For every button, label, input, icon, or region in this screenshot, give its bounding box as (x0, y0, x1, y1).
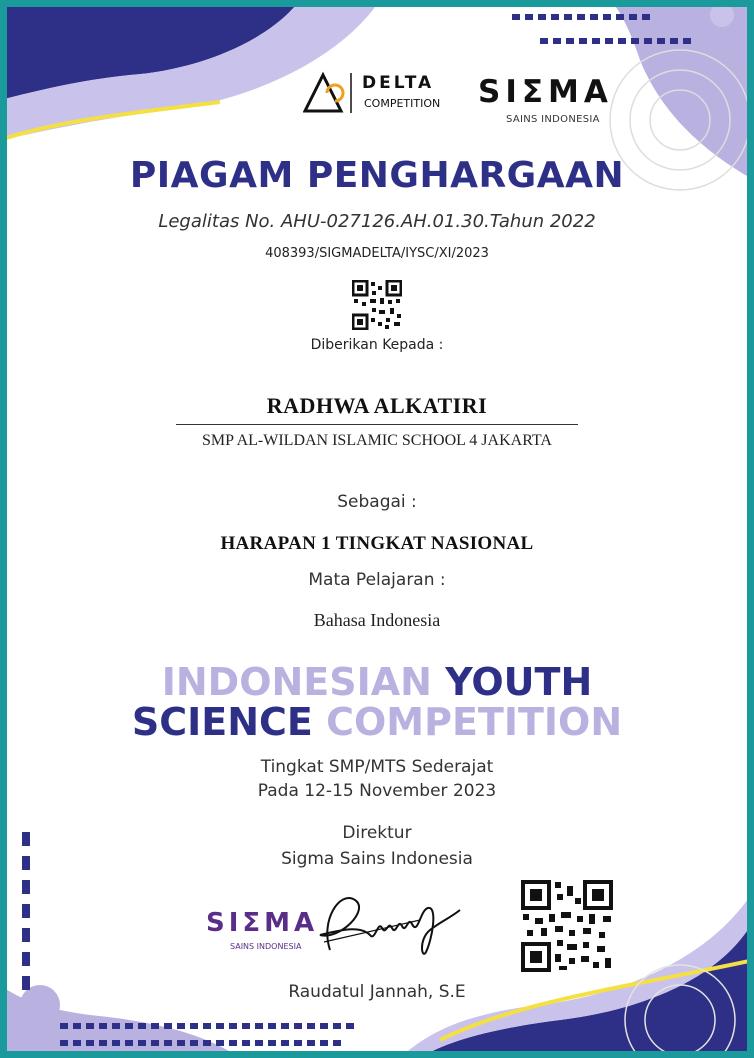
delta-logo-subtitle: COMPETITION (364, 97, 441, 110)
sigma-logo-word: SIΣMA (478, 74, 613, 110)
given-to-label: Diberikan Kepada : (310, 337, 444, 353)
qr-code-icon (352, 280, 402, 330)
signer-organization: Sigma Sains Indonesia (281, 849, 473, 869)
signer-title: Direktur (342, 823, 412, 843)
recipient-school: SMP AL-WILDAN ISLAMIC SCHOOL 4 JAKARTA (202, 432, 552, 449)
event-name-line2 (0, 700, 754, 744)
certificate-title: PIAGAM PENGHARGAAN (129, 155, 625, 196)
signature-icon (300, 880, 470, 970)
recipient-underline (176, 424, 578, 425)
delta-logo-icon (303, 71, 357, 115)
qr-code-large-icon (521, 880, 613, 972)
sigma-logo-subtitle: SAINS INDONESIA (506, 114, 600, 125)
subject-name: Bahasa Indonesia (313, 610, 441, 630)
award-title: HARAPAN 1 TINGKAT NASIONAL (220, 533, 534, 554)
event-word-competition: COMPETITION (326, 700, 623, 744)
certificate-number: 408393/SIGMADELTA/IYSC/XI/2023 (265, 246, 489, 261)
signer-name: Raudatul Jannah, S.E (288, 982, 466, 1002)
sigma-logo-bottom-word: SIΣMA (206, 908, 319, 938)
event-word-indonesian: INDONESIAN (161, 660, 446, 704)
event-word-science: SCIENCE (131, 700, 327, 744)
event-level: Tingkat SMP/MTS Sederajat (260, 757, 494, 777)
legal-number: Legalitas No. AHU-027126.AH.01.30.Tahun 2022 (158, 211, 596, 232)
delta-logo-word: DELTA (362, 73, 435, 93)
event-word-youth: YOUTH (445, 660, 593, 704)
recipient-name: RADHWA ALKATIRI (266, 393, 488, 418)
sigma-logo-bottom-subtitle: SAINS INDONESIA (230, 942, 302, 951)
as-label: Sebagai : (337, 492, 417, 512)
event-dates: Pada 12-15 November 2023 (257, 781, 497, 801)
subject-label: Mata Pelajaran : (308, 570, 446, 590)
event-name-line1 (0, 660, 754, 704)
